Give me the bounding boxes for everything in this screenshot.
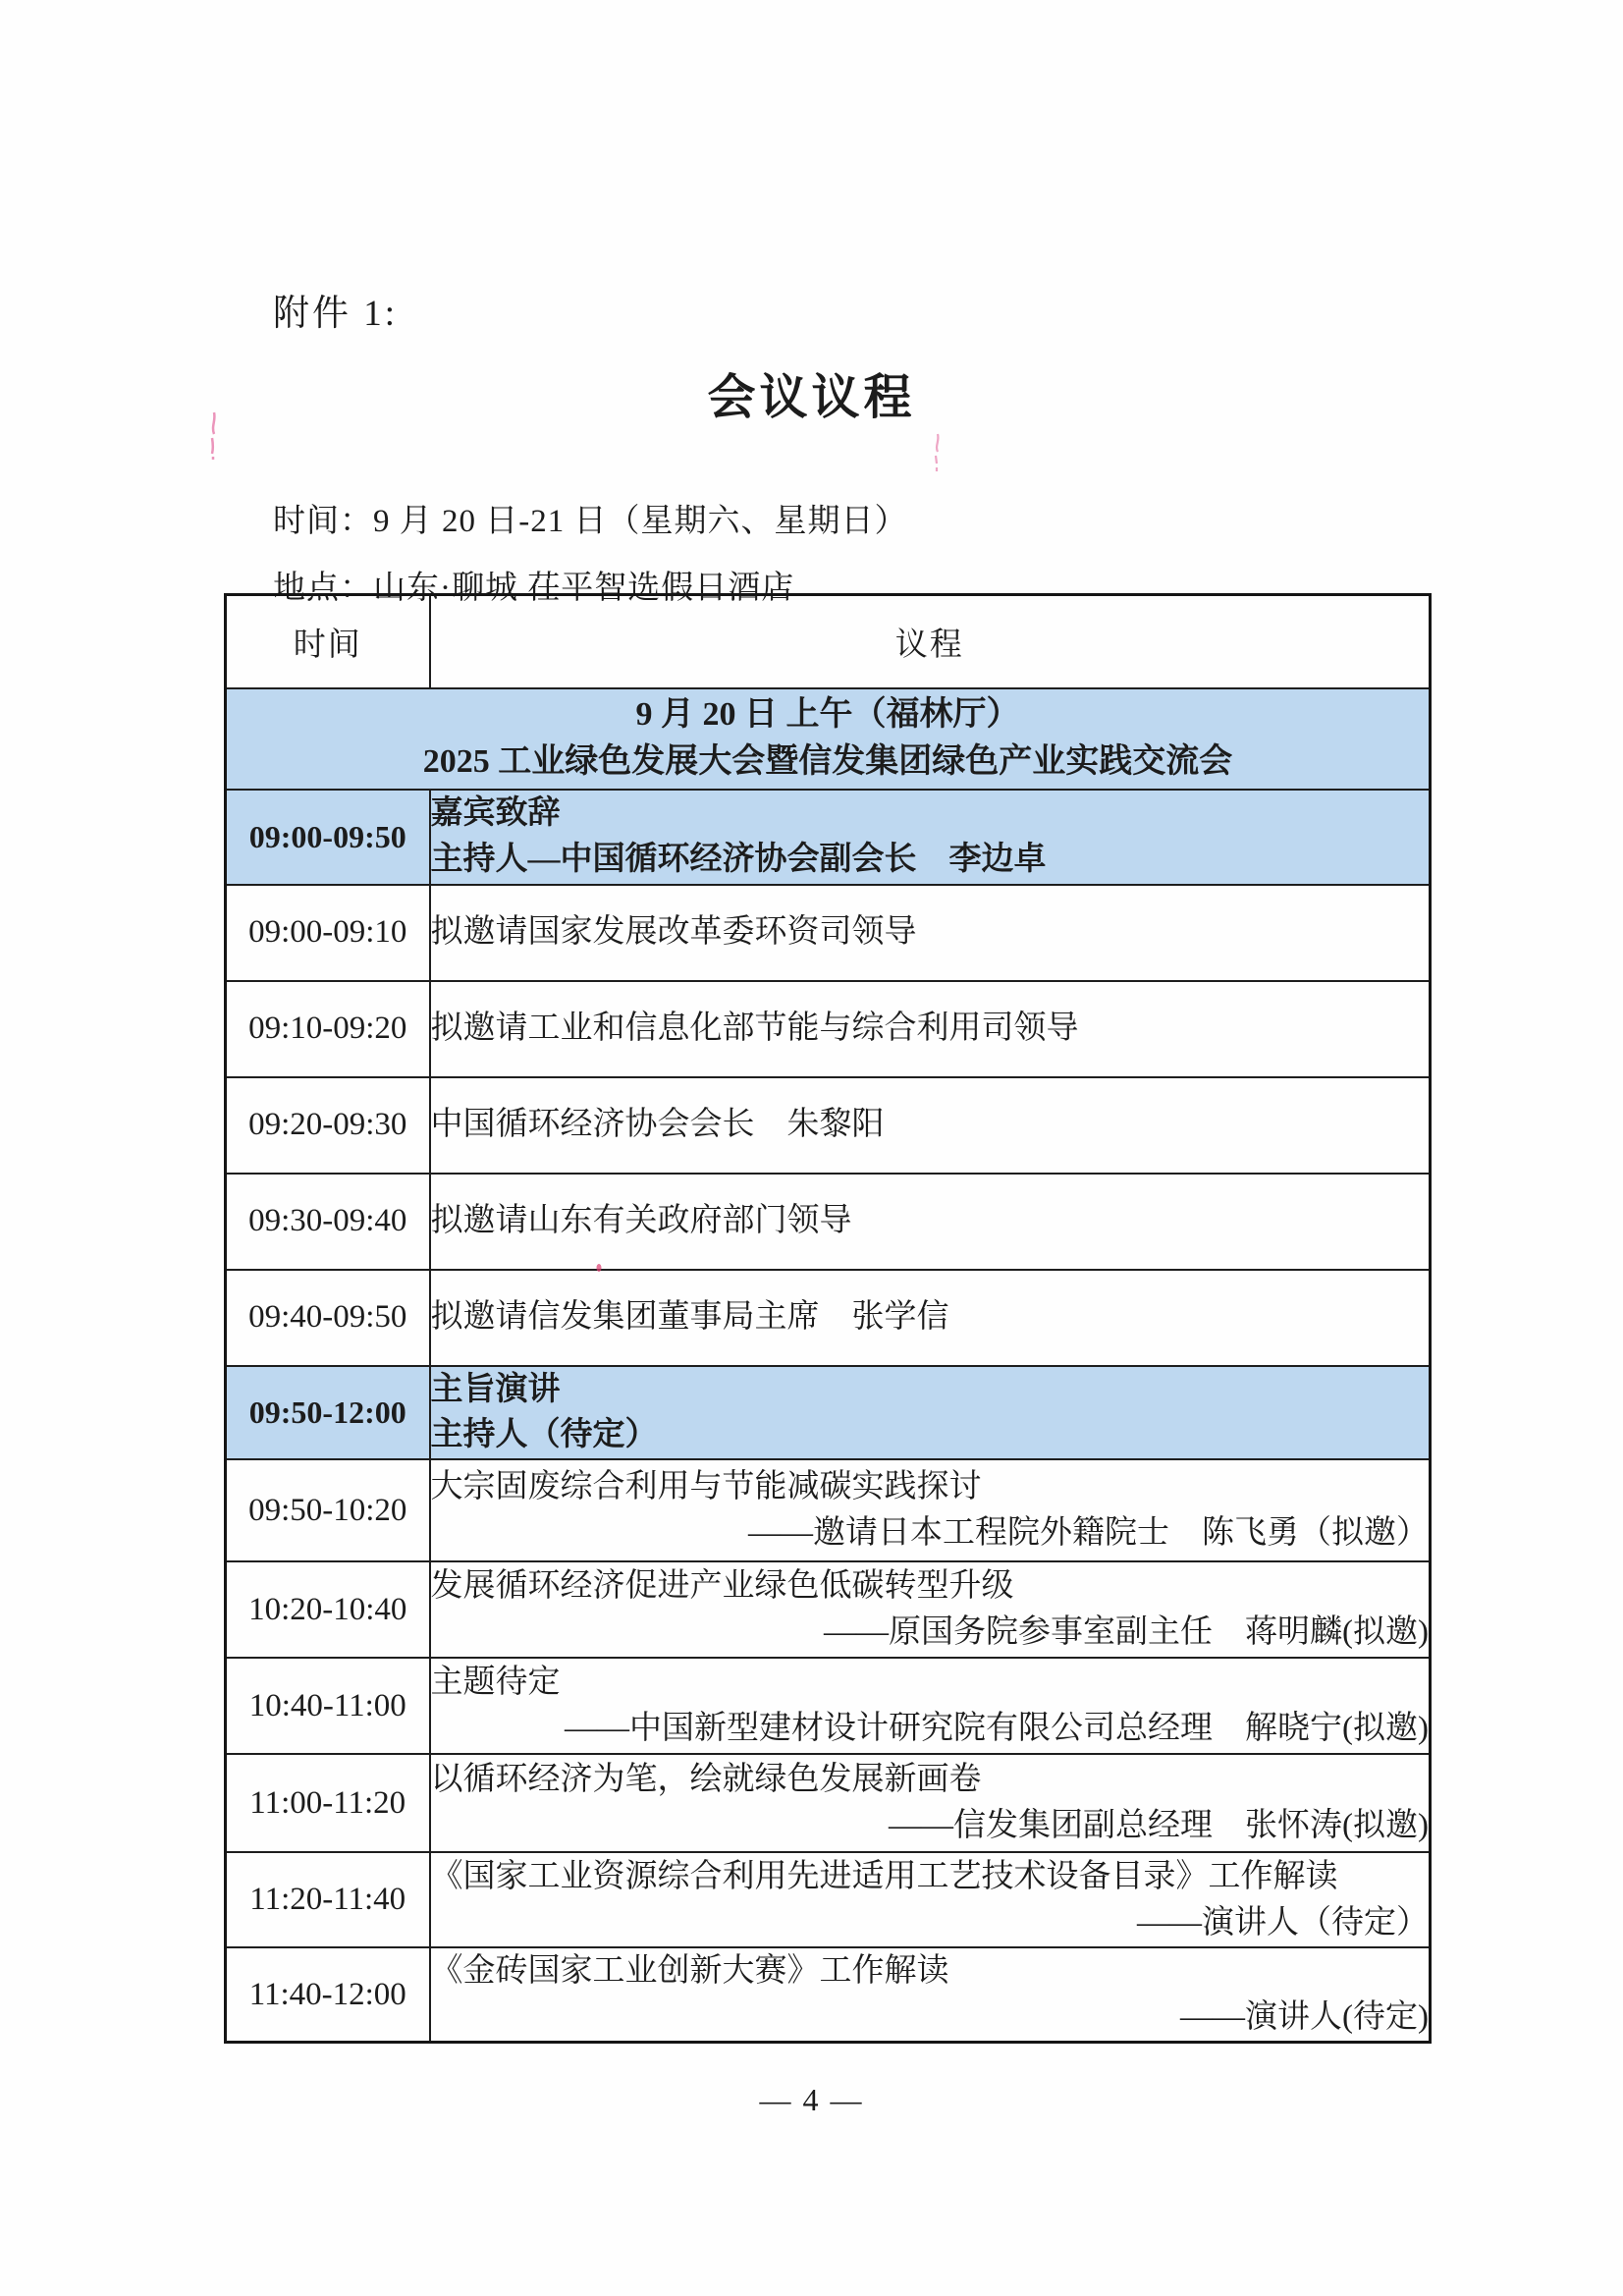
agenda-cell <box>430 1658 1431 1754</box>
agenda-cell <box>430 1270 1431 1366</box>
row-0910-0920 <box>226 981 1431 1077</box>
time-cell: 09:30-09:40 <box>226 1174 430 1270</box>
agenda-line: 拟邀请山东有关政府部门领导 <box>430 1203 852 1239</box>
speaker-line: ——邀请日本工程院外籍院士 陈飞勇（拟邀） <box>748 1515 1429 1552</box>
agenda-cell <box>430 1366 1431 1460</box>
agenda-line: 主旨演讲 <box>430 1371 561 1407</box>
row-0940-0950 <box>226 1270 1431 1366</box>
agenda-line: 中国循环经济协会会长 朱黎阳 <box>430 1107 885 1143</box>
agenda-cell <box>430 1174 1431 1270</box>
agenda-line: 《金砖国家工业创新大赛》工作解读 <box>430 1953 949 1990</box>
agenda-line: 发展循环经济促进产业绿色低碳转型升级 <box>430 1568 1014 1605</box>
agenda-line: 主持人—中国循环经济协会副会长 李边卓 <box>430 842 1047 877</box>
agenda-table <box>224 593 1432 2044</box>
time-cell: 10:40-11:00 <box>226 1658 430 1754</box>
row-1120-1140 <box>226 1852 1431 1947</box>
meeting-location-line: 地点：山东·聊城 茌平智选假日酒店 <box>273 571 795 606</box>
agenda-line: 《国家工业资源综合利用先进适用工艺技术设备目录》工作解读 <box>430 1858 1338 1894</box>
agenda-cell <box>430 1077 1431 1174</box>
row-0950-1020 <box>226 1459 1431 1561</box>
time-cell: 11:00-11:20 <box>226 1754 430 1852</box>
agenda-line: 拟邀请信发集团董事局主席 张学信 <box>430 1299 949 1336</box>
time-cell: 10:20-10:40 <box>226 1561 430 1658</box>
agenda-cell <box>430 1947 1431 2042</box>
time-cell: 09:40-09:50 <box>226 1270 430 1366</box>
time-cell: 09:20-09:30 <box>226 1077 430 1174</box>
agenda-cell <box>430 885 1431 981</box>
agenda-line: 主题待定 <box>430 1665 561 1701</box>
row-0920-0930 <box>226 1077 1431 1174</box>
attachment-label: 附件 1: <box>273 294 399 334</box>
agenda-cell <box>430 1754 1431 1852</box>
time-cell: 09:50-12:00 <box>226 1366 430 1460</box>
scan-artifact <box>929 432 947 473</box>
page-number: — 4 — <box>759 2082 864 2117</box>
speaker-line: ——演讲人（待定） <box>1137 1904 1429 1941</box>
row-guest-speeches <box>226 790 1431 885</box>
session-header-cell <box>226 688 1431 790</box>
session-date-line: 9 月 20 日 上午（福林厅） <box>635 695 1020 733</box>
agenda-cell <box>430 1852 1431 1947</box>
row-1140-1200 <box>226 1947 1431 2042</box>
agenda-line: 拟邀请工业和信息化部节能与综合利用司领导 <box>430 1011 1079 1047</box>
speaker-line: ——信发集团副总经理 张怀涛(拟邀) <box>889 1808 1429 1844</box>
agenda-line: 拟邀请国家发展改革委环资司领导 <box>430 914 917 951</box>
agenda-line: 主持人（待定） <box>430 1417 658 1453</box>
speaker-line: ——原国务院参事室副主任 蒋明麟(拟邀) <box>824 1614 1429 1651</box>
row-keynote-header <box>226 1366 1431 1460</box>
agenda-line: 以循环经济为笔，绘就绿色发展新画卷 <box>430 1762 982 1798</box>
row-1040-1100 <box>226 1658 1431 1754</box>
time-cell: 11:20-11:40 <box>226 1852 430 1947</box>
time-cell: 11:40-12:00 <box>226 1947 430 2042</box>
agenda-cell <box>430 981 1431 1077</box>
agenda-cell <box>430 790 1431 885</box>
speaker-line: ——演讲人(待定) <box>1180 1999 1429 2036</box>
time-cell: 09:50-10:20 <box>226 1459 430 1561</box>
meeting-time-line: 时间：9 月 20 日-21 日（星期六、星期日） <box>273 504 908 539</box>
row-1020-1040 <box>226 1561 1431 1658</box>
agenda-line: 大宗固废综合利用与节能减碳实践探讨 <box>430 1469 982 1505</box>
time-cell: 09:00-09:10 <box>226 885 430 981</box>
speaker-line: ——中国新型建材设计研究院有限公司总经理 解晓宁(拟邀) <box>565 1711 1429 1747</box>
row-0930-0940 <box>226 1174 1431 1270</box>
time-cell: 09:00-09:50 <box>226 790 430 885</box>
agenda-cell <box>430 1561 1431 1658</box>
row-0900-0910 <box>226 885 1431 981</box>
agenda-line: 嘉宾致辞 <box>430 795 561 832</box>
column-header-agenda: 议程 <box>430 595 1431 688</box>
column-header-time: 时间 <box>226 595 430 688</box>
session-title-line: 2025 工业绿色发展大会暨信发集团绿色产业实践交流会 <box>422 743 1233 780</box>
table-header-row <box>226 595 1431 688</box>
row-1100-1120 <box>226 1754 1431 1852</box>
agenda-cell <box>430 1459 1431 1561</box>
time-cell: 09:10-09:20 <box>226 981 430 1077</box>
session-header-row <box>226 688 1431 790</box>
page-title: 会议议程 <box>707 371 916 424</box>
